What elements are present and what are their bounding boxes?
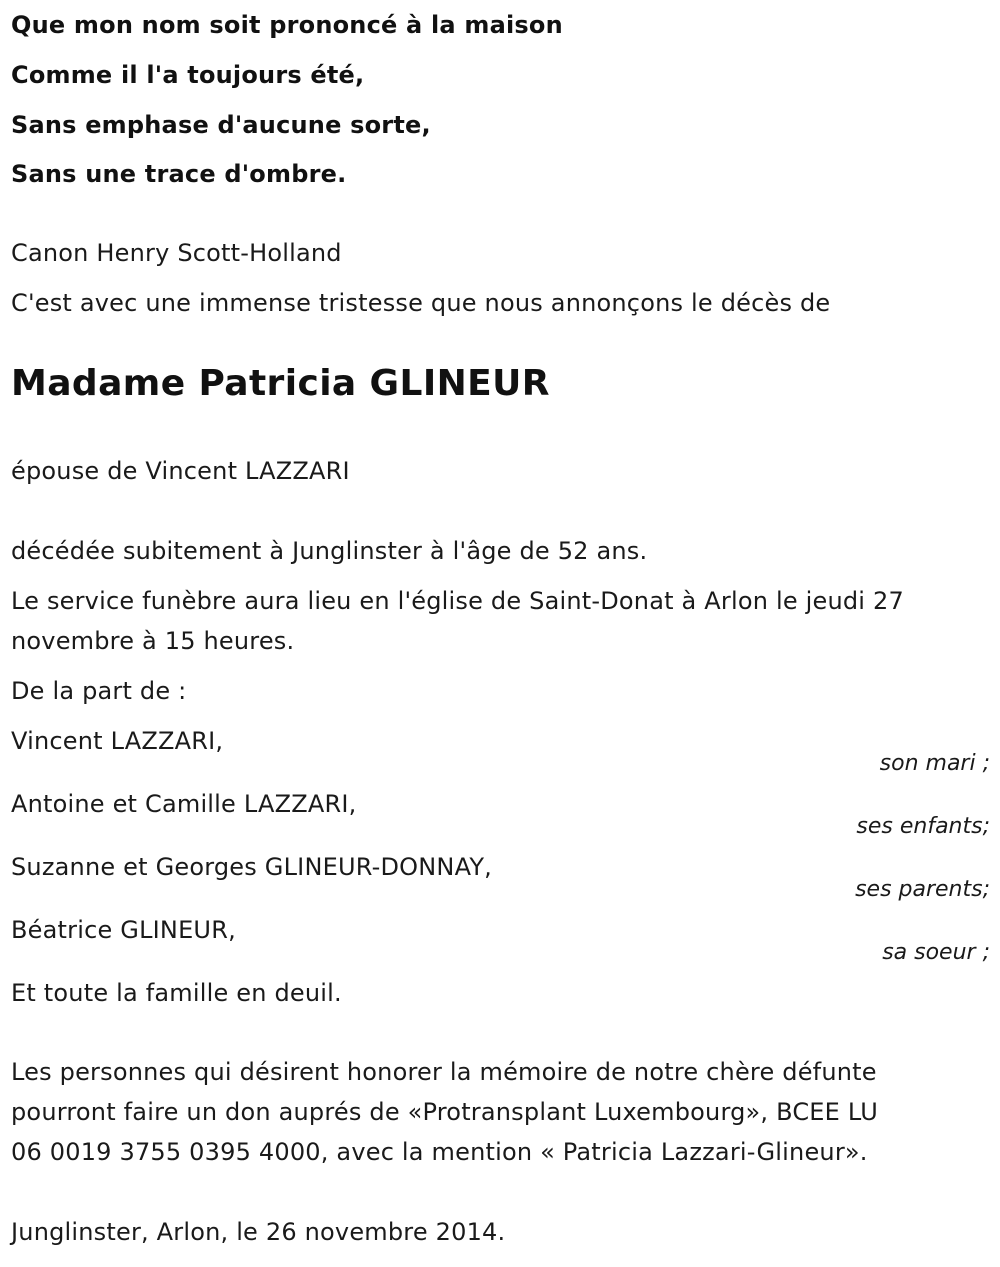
poem-author: Canon Henry Scott-Holland	[11, 239, 342, 267]
family-closing: Et toute la famille en deuil.	[11, 979, 342, 1007]
poem-line-3: Sans emphase d'aucune sorte,	[11, 111, 431, 139]
from-label: De la part de :	[11, 677, 187, 705]
poem-line-1: Que mon nom soit prononcé à la maison	[11, 11, 563, 39]
family-relation: ses enfants;	[856, 814, 990, 839]
service-line-2: novembre à 15 heures.	[11, 627, 295, 655]
service-line-1: Le service funèbre aura lieu en l'église de Saint-Donat à Arlon le jeudi 27	[11, 587, 904, 615]
deceased-name: Madame Patricia GLINEUR	[11, 363, 550, 404]
death-line: décédée subitement à Junglinster à l'âge de 52 ans.	[11, 537, 648, 565]
donation-line-1: Les personnes qui désirent honorer la mémoire de notre chère défunte	[11, 1058, 877, 1086]
family-names: Antoine et Camille LAZZARI,	[11, 790, 357, 818]
donation-line-3: 06 0019 3755 0395 4000, avec la mention « Patricia Lazzari-Glineur».	[11, 1138, 868, 1166]
family-names: Suzanne et Georges GLINEUR-DONNAY,	[11, 853, 493, 881]
announcement-intro: C'est avec une immense tristesse que nous annonçons le décès de	[11, 289, 831, 317]
family-relation: son mari ;	[879, 751, 990, 776]
family-names: Béatrice GLINEUR,	[11, 916, 236, 944]
family-relation: ses parents;	[855, 877, 990, 902]
family-relation: sa soeur ;	[882, 940, 990, 965]
donation-line-2: pourront faire un don auprés de «Protransplant Luxembourg», BCEE LU	[11, 1098, 878, 1126]
family-names: Vincent LAZZARI,	[11, 727, 224, 755]
spouse-line: épouse de Vincent LAZZARI	[11, 457, 350, 485]
poem-line-2: Comme il l'a toujours été,	[11, 61, 365, 89]
poem-line-4: Sans une trace d'ombre.	[11, 160, 347, 188]
signature-line: Junglinster, Arlon, le 26 novembre 2014.	[11, 1218, 506, 1246]
